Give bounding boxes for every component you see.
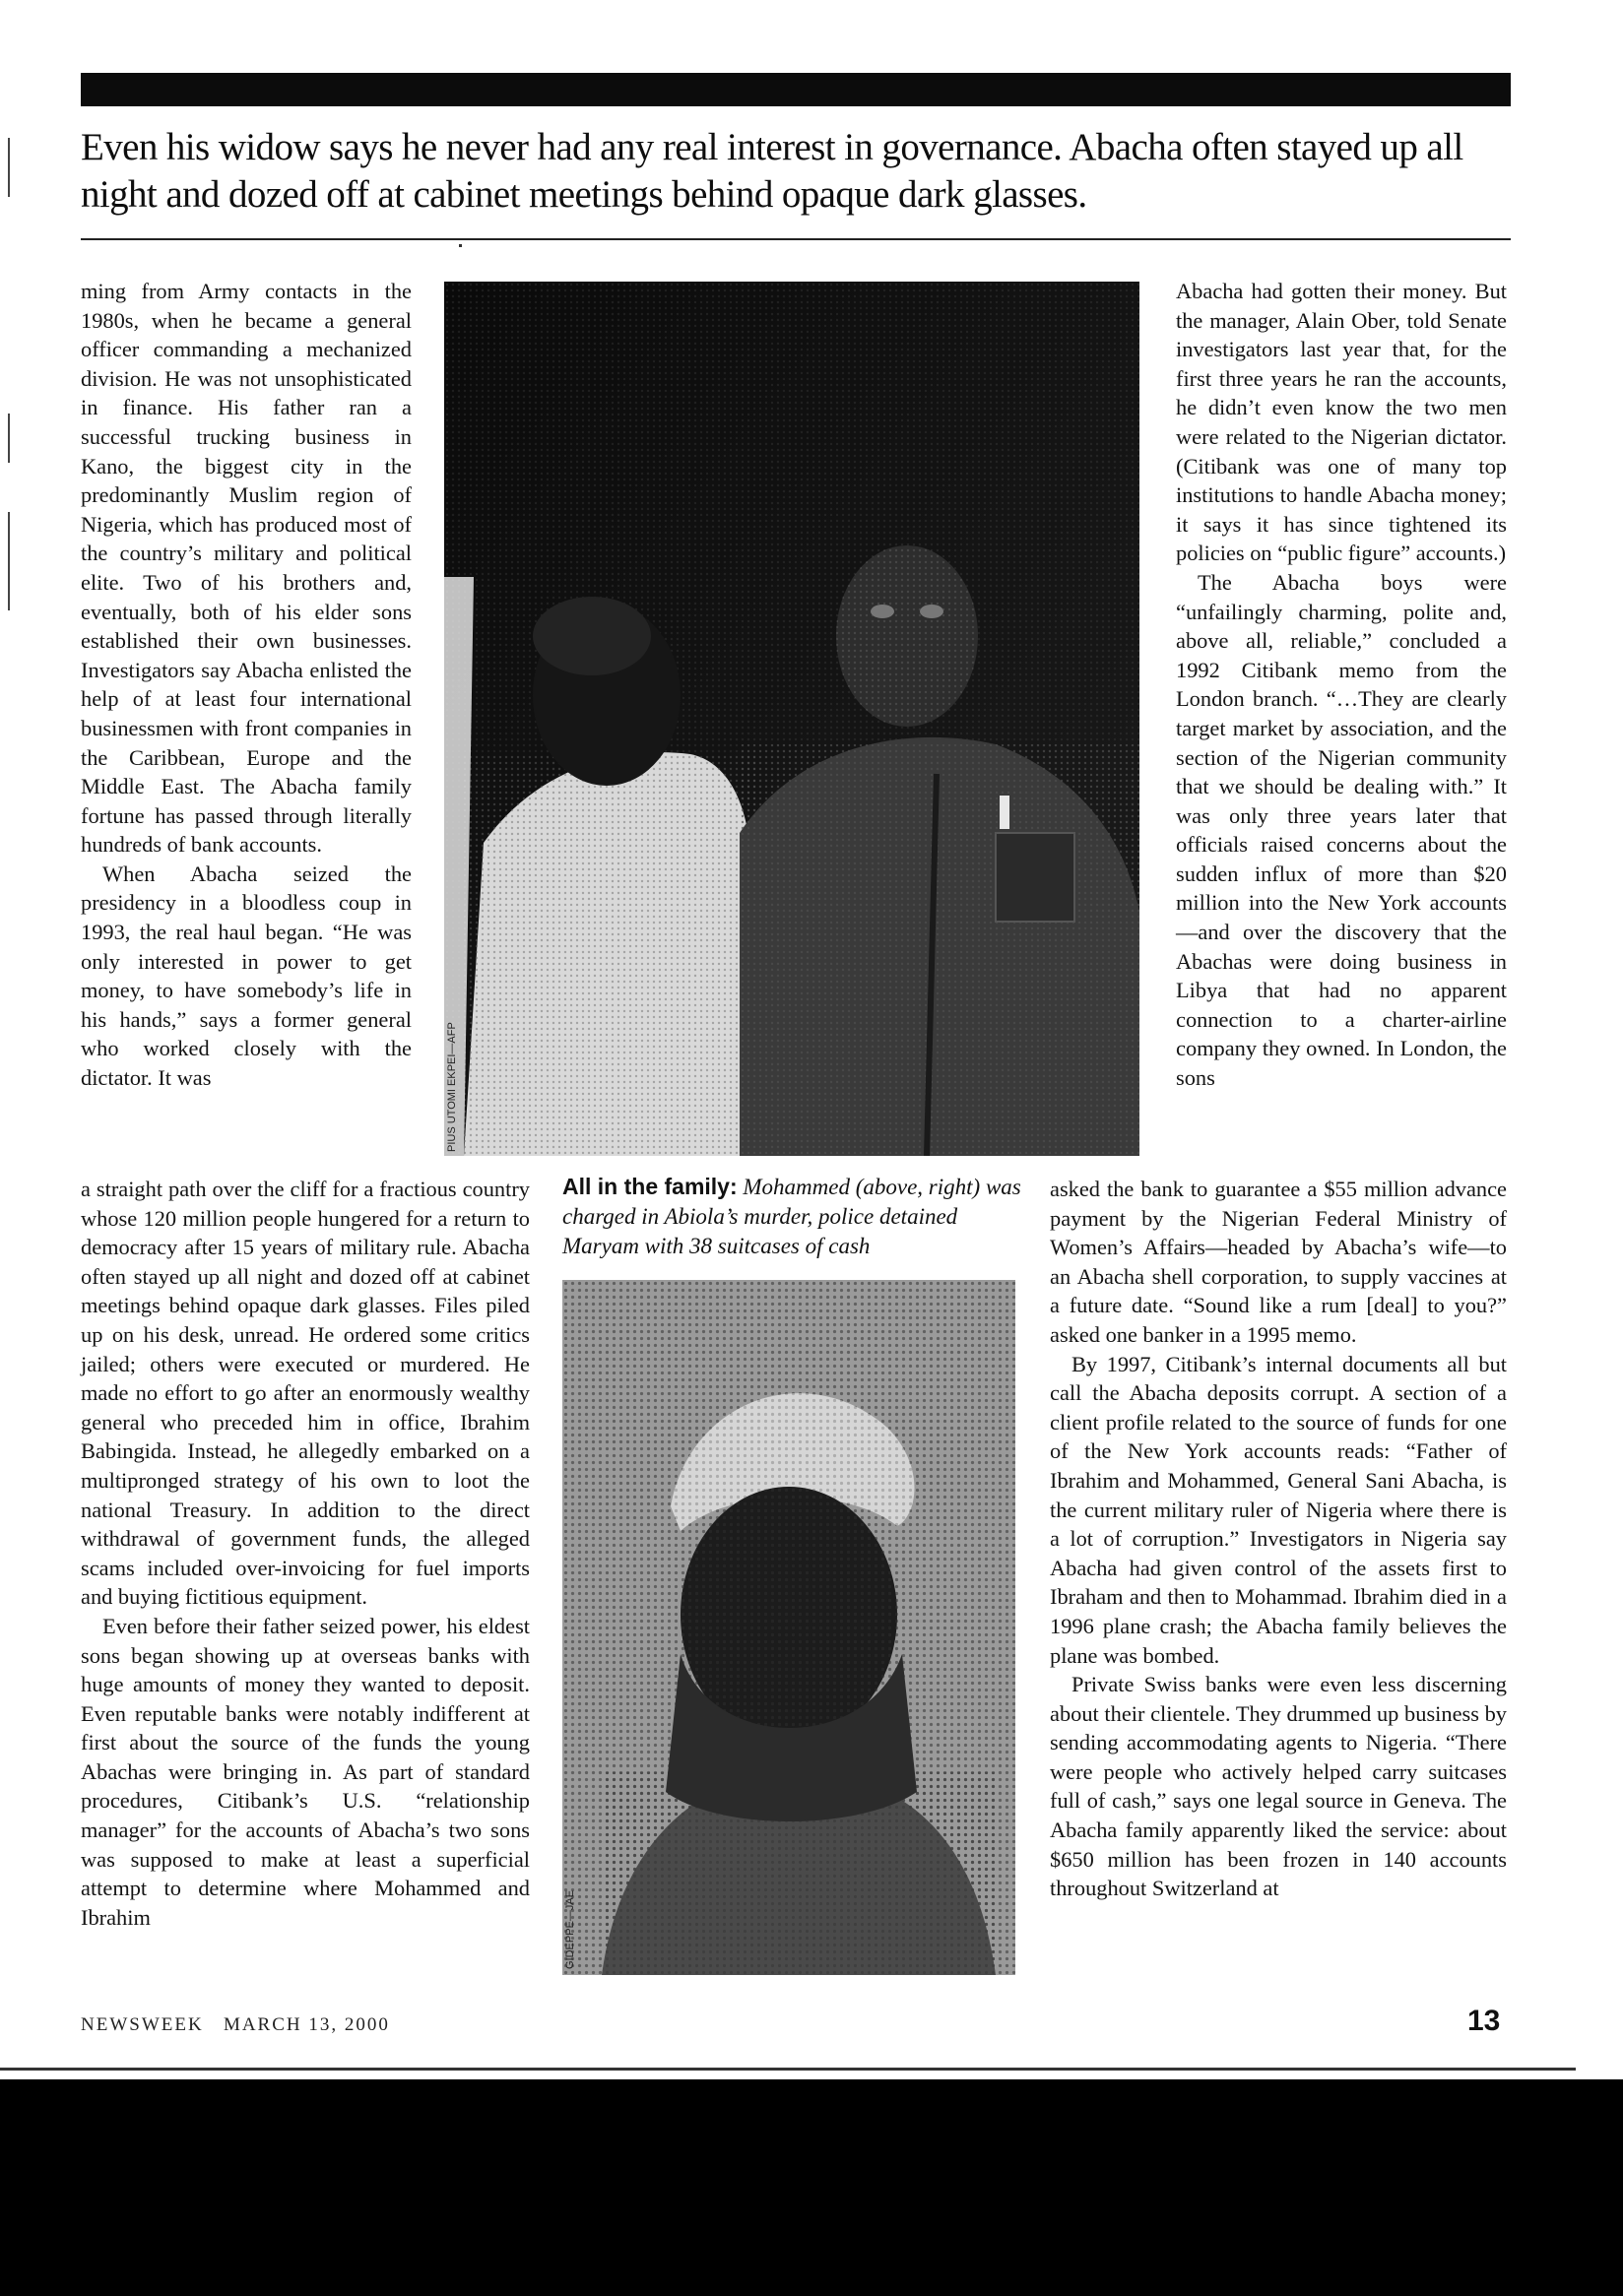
paragraph: a straight path over the cliff for a fractious country whose 120 million people hungered for a return to democracy after 15 years of military rule. Abacha often stayed up all night and dozed off at cabinet meetings behind opaque dark glasses. Files piled up on his desk, unread. He ordered some critics jailed; others were executed or murdered. He made no effort to go after an enormously wealthy general who preceded him in office, Ibrahim Babingida. Instead, he allegedly embarked on a multipronged strategy of his own to loot the national Treasury. In addition to the direct withdrawal of government funds, the alleged scams included over-invoicing for fuel imports and buying fictitious equipment. (81, 1177, 530, 1610)
rule-dot (459, 244, 462, 247)
pull-quote-deck: Even his widow says he never had any real interest in governance. Abacha often stayed up all night and dozed off at cabinet meetings behind opaque dark glasses. (81, 126, 1463, 216)
scan-edge-mark (8, 512, 10, 610)
bottom-rule (0, 2068, 1576, 2071)
article-column-right-wide (1050, 1175, 1507, 1903)
scan-edge-mark (8, 414, 10, 463)
paragraph: ming from Army contacts in the 1980s, when he became a general officer commanding a mechanized division. He was not unsophisticated in finance. His father ran a successful trucking business in Kano, the biggest city in the predominantly Muslim region of Nigeria, which has produced most of the country’s military and political elite. Two of his brothers and, eventually, both of his elder sons established their own businesses. Investigators say Abacha enlisted the help of at least four international businessmen with front companies in the Caribbean, Europe and the Middle East. The Abacha family fortune has passed through literally hundreds of bank accounts. (81, 279, 412, 858)
article-column-left-wide (81, 1175, 530, 1932)
photo-maryam-image (562, 1280, 1015, 1975)
photo-credit: GIDEPPE—JAE (564, 1889, 576, 1969)
photo-caption (562, 1172, 1023, 1261)
scan-border (0, 2079, 1623, 2296)
photo-credit: PIUS UTOMI EKPEI—AFP (446, 1022, 458, 1152)
paragraph: When Abacha seized the presidency in a bloodless coup in 1993, the real haul began. “He was only interested in power to get money, to have somebody’s life in his hands,” says a former general who worked closely with the dictator. It was (81, 861, 412, 1091)
photo-maryam (562, 1280, 1015, 1975)
photo-mohammed-courtroom-image (444, 282, 1139, 1156)
caption-lead: All in the family: (562, 1174, 738, 1199)
header-bar (81, 73, 1511, 106)
page-number: 13 (1467, 2005, 1501, 2037)
paragraph: Abacha had gotten their money. But the manager, Alain Ober, told Senate investigators last year that, for the first three years he ran the accounts, he didn’t even know the two men were related to the Nigerian dictator. (Citibank was one of many top institutions to handle Abacha money; it says it has since tightened its policies on “public figure” accounts.) (1176, 279, 1507, 566)
article-column-right (1176, 277, 1507, 1093)
article-column-left (81, 277, 412, 1093)
caption-body: Mohammed (above, right) was charged in Abiola’s murder, police detained Maryam with 38 suitcases of cash (562, 1175, 1021, 1258)
paragraph: By 1997, Citibank’s internal documents all but call the Abacha deposits corrupt. A section of a client profile related to the source of funds for one of the New York accounts reads: “Father of Ibrahim and Mohammed, General Sani Abacha, is the current military ruler of Nigeria where there is a lot of corruption.” Investigators in Nigeria say Abacha had given control of the assets first to Ibraham and then to Mohammad. Ibrahim died in a 1996 plane crash; the Abacha family believes the plane was bombed. (1050, 1351, 1507, 1668)
page-footer: NEWSWEEK MARCH 13, 2000 (81, 2014, 390, 2035)
deck-rule (81, 238, 1511, 240)
paragraph: Private Swiss banks were even less discerning about their clientele. They drummed up business by sending accommodating agents to Nigeria. “There were people who actively helped carry suitcases full of cash,” says one legal source in Geneva. The Abacha family apparently liked the service: about $650 million has been frozen in 140 accounts throughout Switzerland at (1050, 1672, 1507, 1901)
paragraph: Even before their father seized power, his eldest sons began showing up at overseas banks with huge amounts of money they wanted to deposit. Even reputable banks were notably indifferent at first about the source of the funds the young Abachas were bringing in. As part of standard procedures, Citibank’s U.S. “relationship manager” for the accounts of Abacha’s two sons was supposed to make at least a superficial attempt to determine where Mohammed and Ibrahim (81, 1613, 530, 1930)
scan-edge-mark (8, 138, 10, 197)
paragraph: asked the bank to guarantee a $55 million advance payment by the Nigerian Federal Ministry of Women’s Affairs—headed by Abacha’s wife—to an Abacha shell corporation, to supply vaccines at a future date. “Sound like a rum [deal] to you?” asked one banker in a 1995 memo. (1050, 1177, 1507, 1347)
paragraph: The Abacha boys were “unfailingly charming, polite and, above all, reliable,” concluded a 1992 Citibank memo from the London branch. “…They are clearly target market by association, and the section of the Nigerian community that we should be dealing with.” It was only three years later that officials raised concerns about the sudden influx of more than $20 million into the New York accounts—and over the discovery that the Abachas were doing business in Libya that had no apparent connection to a charter-airline company they owned. In London, the sons (1176, 569, 1507, 1091)
photo-mohammed-courtroom (444, 282, 1139, 1156)
